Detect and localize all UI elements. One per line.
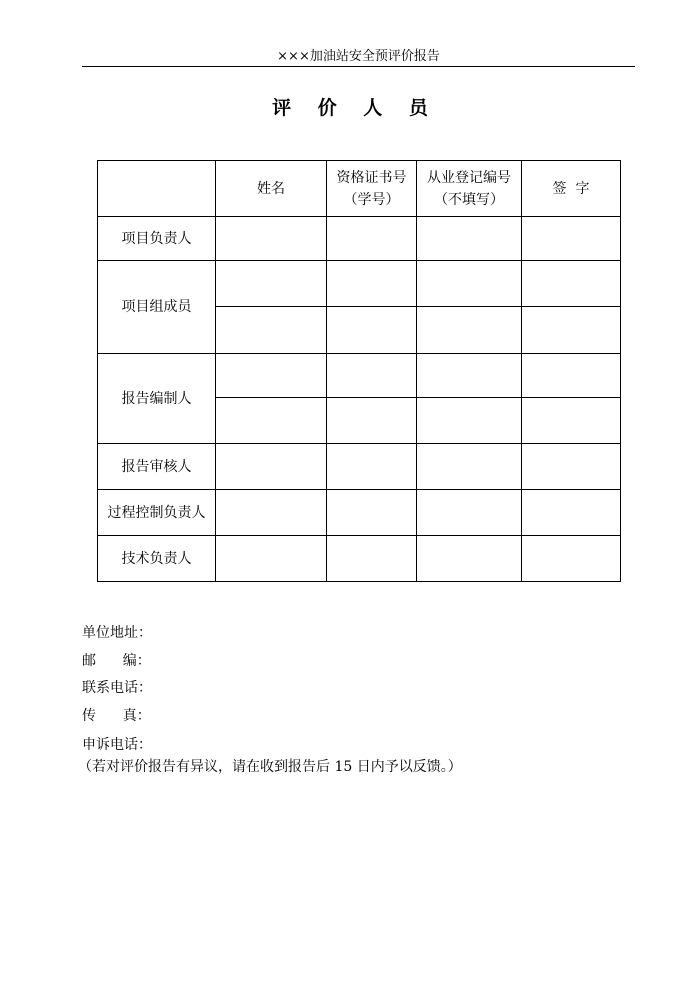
role-report-writer: 报告编制人 — [98, 354, 216, 444]
certificate-cell[interactable] — [327, 536, 417, 582]
registration-cell[interactable] — [417, 490, 522, 536]
signature-cell[interactable] — [522, 398, 621, 444]
registration-cell[interactable] — [417, 354, 522, 398]
column-header-name: 姓名 — [216, 161, 327, 217]
certificate-cell[interactable] — [327, 444, 417, 490]
signature-cell[interactable] — [522, 354, 621, 398]
fax-label: 传 真： — [82, 707, 151, 724]
certificate-header-line2: （学号） — [343, 191, 400, 208]
signature-cell[interactable] — [522, 261, 621, 307]
certificate-cell[interactable] — [327, 261, 417, 307]
page-title: 评 价 人 员 — [272, 97, 438, 119]
address-label: 单位地址： — [82, 625, 152, 641]
column-header-registration — [417, 161, 522, 217]
name-cell[interactable] — [216, 354, 327, 398]
table-row — [98, 536, 621, 582]
name-cell[interactable] — [216, 444, 327, 490]
registration-cell[interactable] — [417, 536, 522, 582]
table-row — [98, 444, 621, 490]
postcode-label: 邮 编： — [82, 652, 151, 669]
table-row — [98, 490, 621, 536]
corner-cell — [98, 161, 216, 217]
signature-cell[interactable] — [522, 490, 621, 536]
signature-cell[interactable] — [522, 536, 621, 582]
registration-header-line2: （不填写） — [434, 191, 504, 208]
signature-cell[interactable] — [522, 217, 621, 261]
role-process-control-leader: 过程控制负责人 — [98, 490, 216, 536]
name-cell[interactable] — [216, 490, 327, 536]
table-row — [98, 354, 621, 398]
registration-cell[interactable] — [417, 444, 522, 490]
name-cell[interactable] — [216, 536, 327, 582]
column-header-signature: 签 字 — [522, 161, 621, 217]
role-project-leader: 项目负责人 — [98, 217, 216, 261]
phone-label: 联系电话： — [82, 680, 152, 696]
complaint-phone-label: 申诉电话： — [82, 737, 152, 753]
signature-cell[interactable] — [522, 444, 621, 490]
certificate-cell[interactable] — [327, 354, 417, 398]
registration-cell[interactable] — [417, 398, 522, 444]
table-row — [98, 217, 621, 261]
registration-header-line1: 从业登记编号 — [427, 169, 511, 186]
role-project-member: 项目组成员 — [98, 261, 216, 354]
registration-cell[interactable] — [417, 307, 522, 354]
name-cell[interactable] — [216, 217, 327, 261]
feedback-note: （若对评价报告有异议，请在收到报告后 15 日内予以反馈。） — [78, 759, 462, 775]
column-header-certificate — [327, 161, 417, 217]
certificate-cell[interactable] — [327, 217, 417, 261]
table-row — [98, 261, 621, 307]
registration-cell[interactable] — [417, 217, 522, 261]
table-header-row — [98, 161, 621, 217]
role-report-reviewer: 报告审核人 — [98, 444, 216, 490]
name-cell[interactable] — [216, 398, 327, 444]
role-technical-leader: 技术负责人 — [98, 536, 216, 582]
certificate-cell[interactable] — [327, 490, 417, 536]
signature-cell[interactable] — [522, 307, 621, 354]
contact-info — [78, 620, 642, 778]
certificate-cell[interactable] — [327, 307, 417, 354]
header-rule — [82, 66, 635, 67]
certificate-cell[interactable] — [327, 398, 417, 444]
name-cell[interactable] — [216, 261, 327, 307]
name-cell[interactable] — [216, 307, 327, 354]
registration-cell[interactable] — [417, 261, 522, 307]
evaluator-table — [97, 160, 621, 582]
running-header: ×××加油站安全预评价报告 — [277, 49, 440, 64]
certificate-header-line1: 资格证书号 — [336, 169, 407, 186]
